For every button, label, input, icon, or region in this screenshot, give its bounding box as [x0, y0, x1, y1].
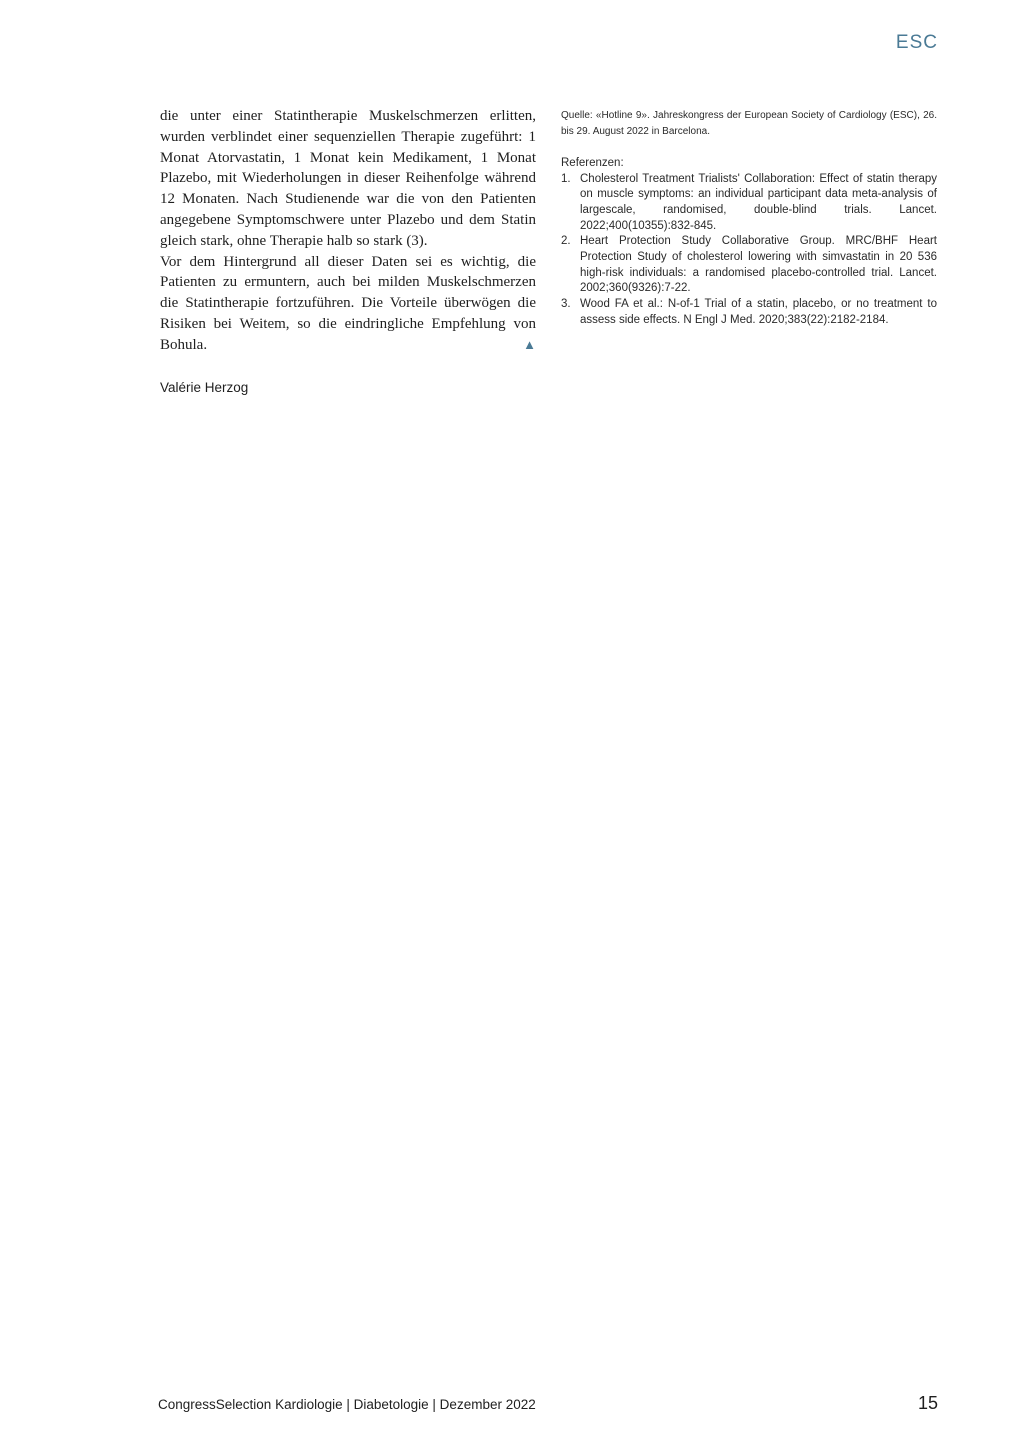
reference-number: 3. [561, 298, 571, 311]
reference-text: Cholesterol Treatment Trialists' Collaboration: Effect of statin therapy on muscle symptoms: an individual participant data meta-analysis of largescale, randomised, double-blind trials. Lancet. 2022;400(10355):832-845. [580, 172, 937, 232]
reference-item [561, 297, 937, 328]
article-body [160, 106, 536, 395]
section-tag: ESC [895, 32, 938, 53]
end-of-article-triangle-icon: ▲ [523, 336, 536, 352]
source-note: Quelle: «Hotline 9». Jahreskongress der European Society of Cardiology (ESC), 26. bis 29. August 2022 in Barcelona. [561, 110, 937, 137]
author-name: Valérie Herzog [160, 379, 249, 395]
reference-text: Wood FA et al.: N-of-1 Trial of a statin, placebo, or no treatment to assess side effects. N Engl J Med. 2020;383(22):2182-2184. [580, 298, 937, 326]
reference-item [561, 234, 937, 297]
page-number: 15 [917, 1393, 938, 1413]
references-heading: Referenzen: [561, 157, 624, 169]
article-paragraph: die unter einer Statintherapie Muskelschmerzen erlitten, wurden verblindet einer sequenziellen Therapie zugeführt: 1 Monat Atorvastatin, 1 Monat kein Medikament, 1 Monat Plazebo, mit Wiederholungen in dieser Reihenfolge während 12 Monaten. Nach Studienende war die von den Patienten angegebene Symptomschwere unter Plazebo und dem Statin gleich stark, ohne Therapie halb so stark (3). [160, 108, 536, 249]
sidebar-notes [561, 108, 937, 329]
article-paragraph [160, 252, 536, 356]
reference-text: Heart Protection Study Collaborative Group. MRC/BHF Heart Protection Study of cholesterol lowering with simvastatin in 20 536 high-risk individuals: a randomised placebo-controlled trial. Lancet. 2002;360(9326):7-22. [580, 235, 937, 295]
reference-item [561, 172, 937, 235]
references-list [561, 172, 937, 329]
article-paragraph-text: Vor dem Hintergrund all dieser Daten sei es wichtig, die Patienten zu ermuntern, auch bei milden Muskelschmerzen die Statintherapie fortzuführen. Die Vorteile überwögen die Risiken bei Weitem, so die eindringliche Empfehlung von Bohula. [160, 253, 536, 353]
reference-number: 1. [561, 172, 571, 185]
reference-number: 2. [561, 235, 571, 248]
footer-journal-title: CongressSelection Kardiologie | Diabetologie | Dezember 2022 [158, 1397, 536, 1412]
